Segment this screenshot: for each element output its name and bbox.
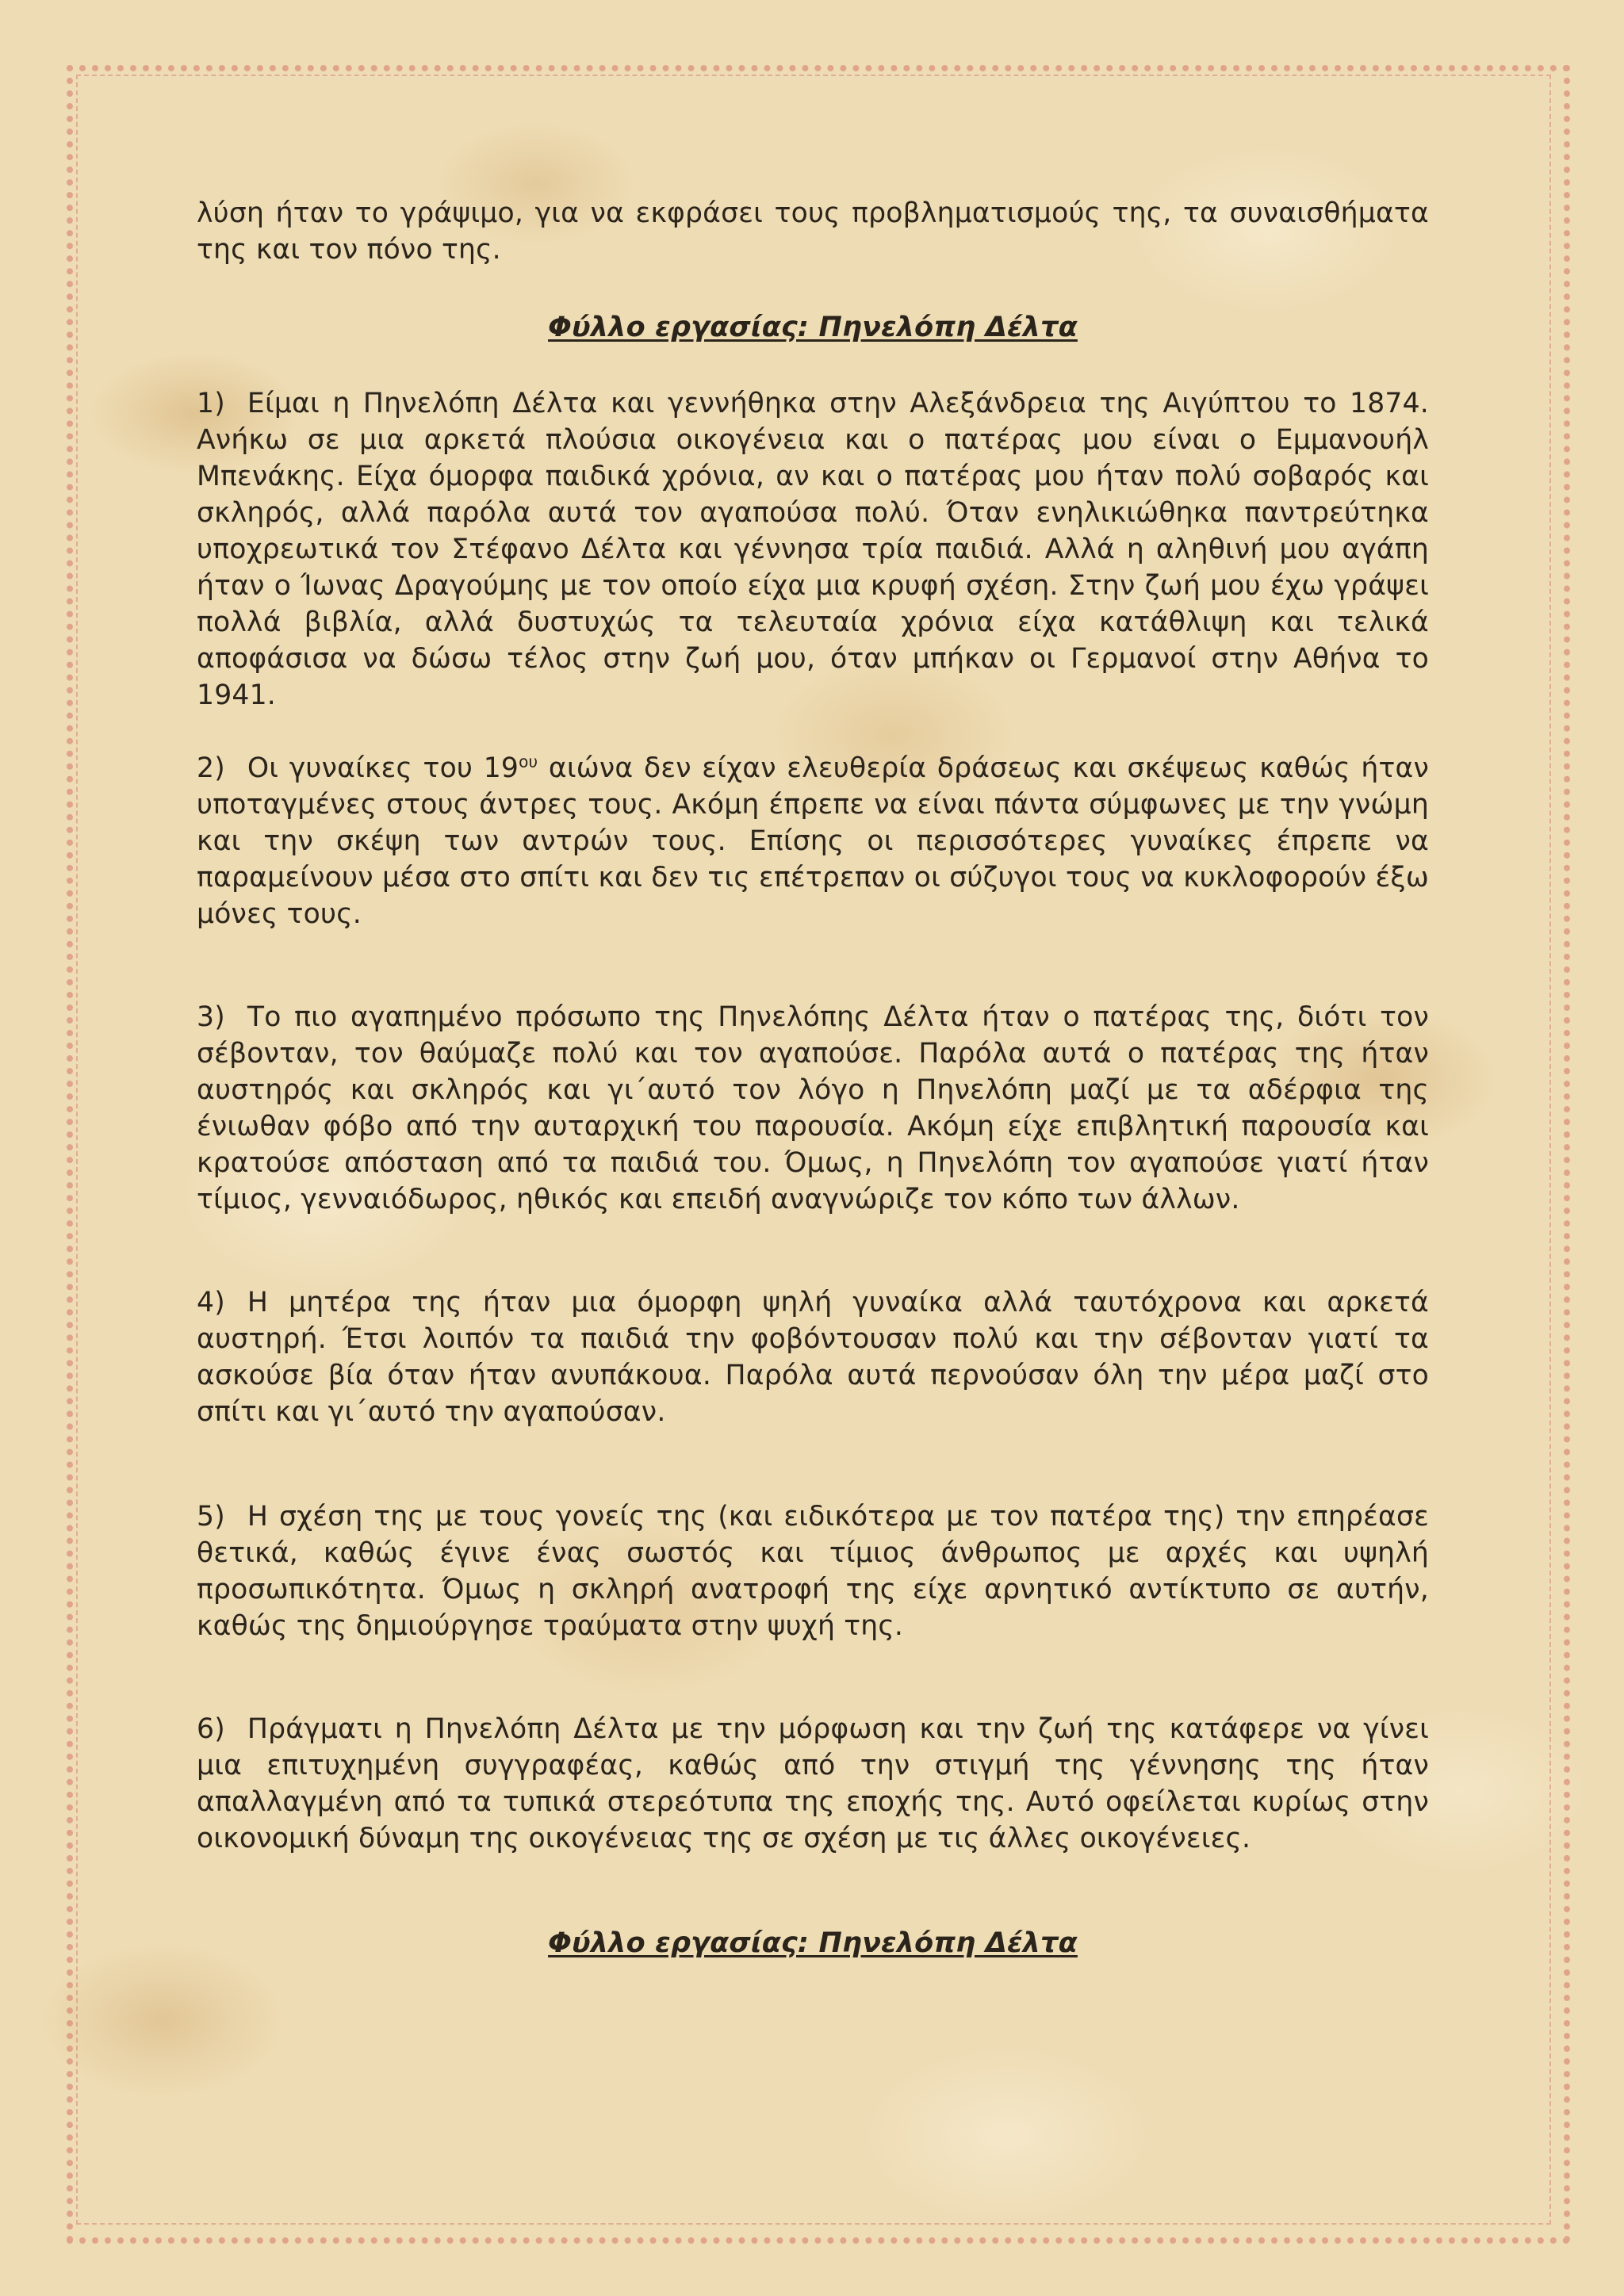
answer-3 <box>197 999 1429 1218</box>
answer-2 <box>197 750 1429 932</box>
answer-text: Είμαι η Πηνελόπη Δέλτα και γεννήθηκα στην Αλεξάνδρεια της Αιγύπτου το 1874. Ανήκω σε μια αρκετά πλούσια οικογένεια και ο πατέρας μου είναι ο Εμμανουήλ Μπενάκης. Είχα όμορφα παιδικά χρόνια, αν και ο πατέρας μου ήταν πολύ σοβαρός και σκληρός, αλλά παρόλα αυτά τον αγαπούσα πολύ. Όταν ενηλικιώθηκα παντρεύτηκα υποχρεωτικά τον Στέφανο Δέλτα και γέννησα τρία παιδιά. Αλλά η αληθινή μου αγάπη ήταν ο Ίωνας Δραγούμης με τον οποίο είχα μια κρυφή σχέση. Στην ζωή μου έχω γράψει πολλά βιβλία, αλλά δυστυχώς τα τελευταία χρόνια είχα κατάθλιψη και τελικά αποφάσισα να δώσω τέλος στην ζωή μου, όταν μπήκαν οι Γερμανοί στην Αθήνα το 1941. <box>197 388 1429 711</box>
intro-paragraph: λύση ήταν το γράψιμο, για να εκφράσει τους προβληματισμούς της, τα συναισθήματα της και τον πόνο της. <box>197 197 1429 266</box>
answer-text: αιώνα δεν είχαν ελευθερία δράσεως και σκέψεως καθώς ήταν υποταγμένες στους άντρες τους. Ακόμη έπρεπε να είναι πάντα σύμφωνες με την γνώμη και την σκέψη των αντρών τους. Επίσης οι περισσότερες γυναίκες έπρεπε να παραμείνουν μέσα στο σπίτι και δεν τις επέτρεπαν οι σύζυγοι τους να κυκλοφορούν έξω μόνες τους. <box>197 752 1429 930</box>
answer-text: Πράγματι η Πηνελόπη Δέλτα με την μόρφωση και την ζωή της κατάφερε να γίνει μια επιτυχημένη συγγραφέας, καθώς από την στιγμή της γέννησης της ήταν απαλλαγμένη από τα τυπικά στερεότυπα της εποχής της. Αυτό οφείλεται κυρίως στην οικονομική δύναμη της οικογένειας της σε σχέση με τις άλλες οικογένειες. <box>197 1713 1429 1854</box>
answer-text: Το πιο αγαπημένο πρόσωπο της Πηνελόπης Δέλτα ήταν ο πατέρας της, διότι τον σέβονταν, τον θαύμαζε πολύ και τον αγαπούσε. Παρόλα αυτά ο πατέρας της ήταν αυστηρός και σκληρός και γι΄αυτό τον λόγο η Πηνελόπη μαζί με τα αδέρφια της ένιωθαν φόβο από την αυταρχική του παρουσία. Ακόμη είχε επιβλητική παρουσία και κρατούσε απόσταση από τα παιδιά του. Όμως, η Πηνελόπη τον αγαπούσε γιατί ήταν τίμιος, γενναιόδωρος, ηθικός και επειδή αναγνώριζε τον κόπο των άλλων. <box>197 1001 1429 1215</box>
superscript: ου <box>519 752 538 771</box>
answer-number: 3) <box>197 1001 225 1033</box>
worksheet-heading-bottom: Φύλλο εργασίας: Πηνελόπη Δέλτα <box>548 1927 1078 1959</box>
answer-number: 5) <box>197 1501 225 1533</box>
answer-number: 1) <box>197 388 225 419</box>
answer-1 <box>197 385 1429 714</box>
document-body <box>197 195 1429 1961</box>
answer-number: 4) <box>197 1287 225 1318</box>
answer-number: 6) <box>197 1713 225 1745</box>
answer-text: Η μητέρα της ήταν μια όμορφη ψηλή γυναίκα αλλά ταυτόχρονα και αρκετά αυστηρή. Έτσι λοιπόν τα παιδιά την φοβόντουσαν πολύ και την σέβονταν γιατί τα ασκούσε βία όταν ήταν ανυπάκουα. Παρόλα αυτά περνούσαν όλη την μέρα μαζί στο σπίτι και γι΄αυτό την αγαπούσαν. <box>197 1287 1429 1428</box>
worksheet-heading: Φύλλο εργασίας: Πηνελόπη Δέλτα <box>548 312 1078 343</box>
answer-4 <box>197 1284 1429 1430</box>
answer-text: Η σχέση της με τους γονείς της (και ειδικότερα με τον πατέρα της) την επηρέασε θετικά, καθώς έγινε ένας σωστός και τίμιος άνθρωπος με αρχές και υψηλή προσωπικότητα. Όμως η σκληρή ανατροφή της είχε αρνητικό αντίκτυπο σε αυτήν, καθώς της δημιούργησε τραύματα στην ψυχή της. <box>197 1501 1429 1642</box>
answer-number: 2) <box>197 752 225 784</box>
answer-6 <box>197 1711 1429 1857</box>
answer-text: Οι γυναίκες του 19 <box>247 752 519 784</box>
answer-5 <box>197 1498 1429 1644</box>
